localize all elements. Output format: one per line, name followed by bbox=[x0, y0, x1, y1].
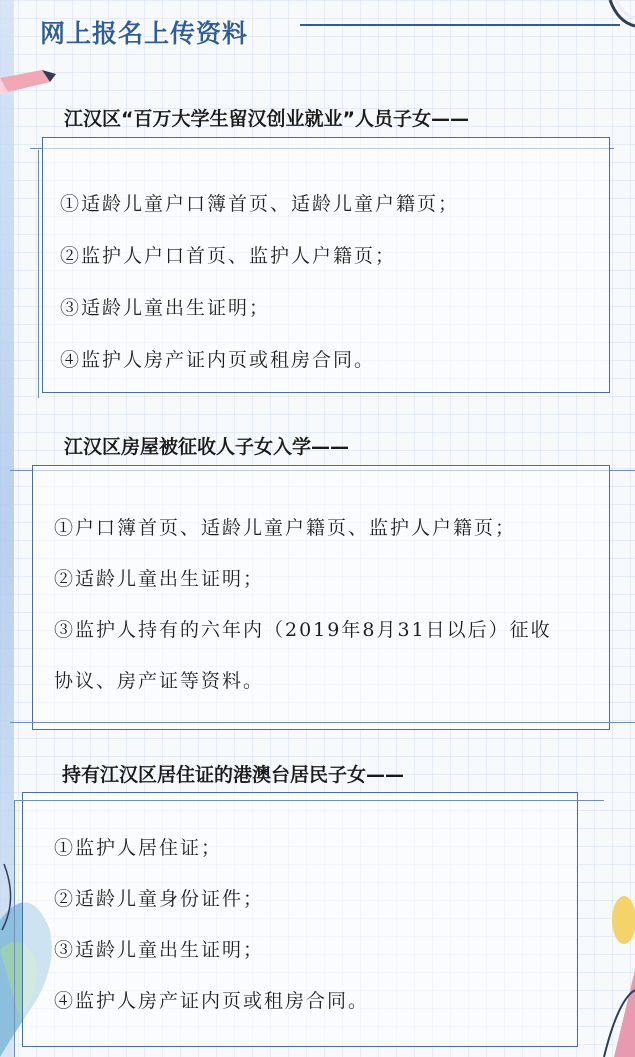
frame-line bbox=[14, 800, 604, 801]
list-item: ④监护人房产证内页或租房合同。 bbox=[60, 349, 376, 371]
list-item: ①适龄儿童户口簿首页、适龄儿童户籍页； bbox=[60, 193, 460, 215]
list-item: ④监护人房产证内页或租房合同。 bbox=[54, 990, 370, 1012]
pencil-decoration-icon bbox=[0, 68, 56, 102]
materials-list-college-graduates bbox=[60, 178, 459, 386]
section-heading-college-graduates: 江汉区“百万大学生留汉创业就业”人员子女—— bbox=[64, 108, 469, 130]
list-item: ①户口簿首页、适龄儿童户籍页、监护人户籍页； bbox=[54, 517, 517, 539]
list-item: ③适龄儿童出生证明； bbox=[54, 939, 265, 961]
plant-decoration-icon bbox=[594, 890, 635, 1057]
list-item: ②监护人户口首页、监护人户籍页； bbox=[60, 245, 397, 267]
list-item: ③适龄儿童出生证明； bbox=[60, 297, 271, 319]
materials-list-house-expropriation bbox=[54, 503, 552, 707]
list-item: 协议、房产证等资料。 bbox=[54, 670, 265, 692]
frame-line bbox=[38, 150, 39, 398]
title-underline bbox=[300, 24, 620, 26]
frame-line bbox=[10, 722, 635, 723]
page-title: 网上报名上传资料 bbox=[40, 19, 249, 48]
list-item: ②适龄儿童出生证明； bbox=[54, 568, 265, 590]
materials-list-hk-macao-taiwan bbox=[54, 823, 369, 1027]
list-item: ②适龄儿童身份证件； bbox=[54, 888, 265, 910]
frame-line bbox=[14, 800, 15, 1057]
corner-decoration-icon bbox=[606, 0, 635, 30]
list-item: ③监护人持有的六年内（2019年8月31日以后）征收 bbox=[54, 619, 552, 641]
list-item: ①监护人居住证； bbox=[54, 837, 223, 859]
section-heading-hk-macao-taiwan: 持有江汉区居住证的港澳台居民子女—— bbox=[62, 764, 405, 786]
section-heading-house-expropriation: 江汉区房屋被征收人子女入学—— bbox=[64, 436, 350, 458]
